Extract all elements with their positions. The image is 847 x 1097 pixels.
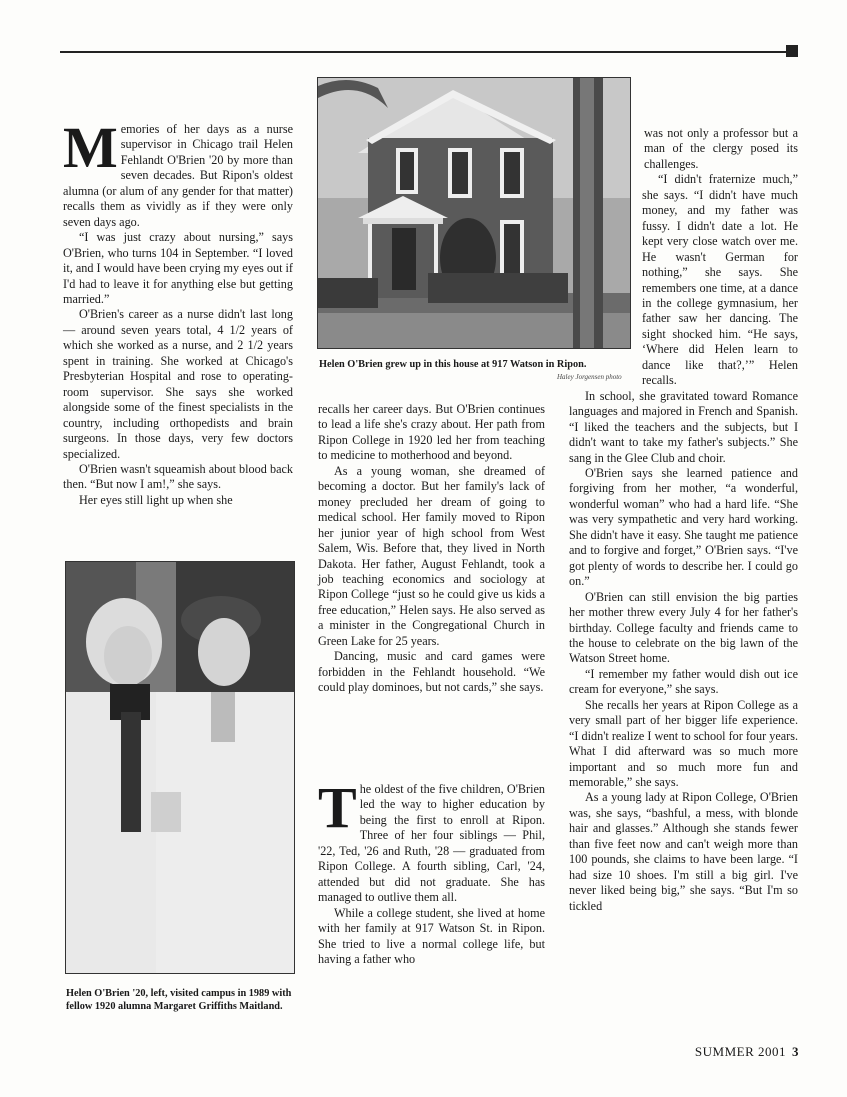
women-photo [65, 561, 295, 974]
drop-cap: T [318, 775, 357, 840]
photo-credit: Haley Jorgensen photo [557, 373, 622, 381]
article-paragraph: Dancing, music and card games were forbidden in the Fehlandt household. “We could play dominoes, but not cards,” she says. [318, 649, 545, 695]
article-column-1 [63, 115, 293, 508]
article-paragraph: recalls her career days. But O'Brien continues to lead a life she's crazy about. Her path from Ripon College in 1920 led her from teaching to medicine to motherhood and beyond. [318, 402, 545, 463]
article-paragraph: “I remember my father would dish out ice cream for everyone,” she says. [569, 666, 798, 697]
drop-cap: M [63, 115, 118, 180]
article-paragraph: As a young lady at Ripon College, O'Brien was, she says, “bashful, a mess, with blonde hair and glasses.” Although she stands fewer than five feet now and can't weigh more than 100 pounds, she claims to have been large. “I had size 10 shoes. I'm still a big girl. I've never liked being big,” she says. “But I'm so tickled [569, 790, 798, 913]
article-paragraph: The oldest of the five children, O'Brien led the way to higher education by being the first to enroll at Ripon. Three of her four siblings — Phil, '22, Ted, '26 and Ruth, '28 — graduated from Ripon College. A fourth sibling, Carl, '24, attended but did not graduate. She has managed to outlive them all. [318, 775, 545, 905]
article-paragraph: O'Brien's career as a nurse didn't last long — around seven years total, 4 1/2 years of which she worked as a nurse, and 2 1/2 years spent in training. She worked at Chicago's Presbyterian Hospital and rose to operating-room supervisor. She says she worked alongside some of the finest specialists in the country, including orthopedists and brain surgeons. In those days, very few doctors specialized. [63, 307, 293, 461]
women-illustration [66, 562, 294, 973]
page-number: 3 [792, 1044, 799, 1059]
article-paragraph: In school, she gravitated toward Romance languages and majored in French and Spanish. “I liked the teachers and the subjects, but I didn't want to take my father's subjects.” She sang in the Glee Club and choir. [569, 388, 798, 465]
house-photo-caption: Helen O'Brien grew up in this house at 917 Watson in Ripon. [319, 359, 587, 370]
article-paragraph: She recalls her years at Ripon College as a very small part of her bigger life experience. “I didn't realize I went to school for four years. What I did afterward was so much more important and so much more fun and memorable,” she says. [569, 697, 798, 790]
article-column-2-section-2 [318, 775, 545, 967]
article-paragraph: O'Brien says she learned patience and forgiving from her mother, “a wonderful, wonderful woman” who had a hard life. “She was very sympathetic and very hard working. She didn't have it easy. She taught me patience and to forgive and forget,” O'Brien says. “I've got plenty of words to describe her. I could go on.” [569, 465, 798, 589]
page-folio [695, 1044, 799, 1060]
article-paragraph: As a young woman, she dreamed of becoming a doctor. But her family's lack of money precluded her dream of going to medical school. Her family moved to Ripon her junior year of high school from West Salem, Wis. Before that, they lived in North Dakota. Her father, August Fehlandt, took a job teaching economics and sociology at Ripon College “just so he could give us kids a free education,” Helen says. He also served as a minister in the Congregational Church in Green Lake for 25 years. [318, 463, 545, 648]
article-paragraph: “I didn't fraternize much,” she says. “I didn't have much money, and my father was fussy. I didn't date a lot. He kept very close watch over me. He wasn't German for nothing,” she says. She remembers one time, at a dance in the college gymnasium, her father saw her dancing. The sight shocked him. “He says, ‘Where did Helen learn to dance like that?,’” Helen recalls. [642, 172, 798, 388]
article-paragraph: “I was just crazy about nursing,” says O'Brien, who turns 104 in September. “I loved it, and I would have been crying my eyes out if I'd had to leave it for anything else but getting married.” [63, 230, 293, 306]
header-rule-marker [786, 45, 798, 57]
article-column-2 [318, 402, 545, 696]
women-photo-caption: Helen O'Brien '20, left, visited campus in 1989 with fellow 1920 alumna Margaret Griffiths Maitland. [66, 988, 292, 1012]
article-paragraph: While a college student, she lived at home with her family at 917 Watson St. in Ripon. She tried to live a normal college life, but having a father who [318, 905, 545, 966]
article-paragraph: O'Brien wasn't squeamish about blood back then. “But now I am!,” she says. [63, 461, 293, 492]
header-rule [60, 51, 788, 53]
issue-date: SUMMER 2001 [694, 1044, 786, 1059]
article-paragraph: O'Brien can still envision the big parties her mother threw every July 4 for her father's birthday. College faculty and friends came to the house to celebrate on the big lawn of the Watson Street home. [569, 589, 798, 666]
article-paragraph: was not only a professor but a man of the clergy posed its challenges. [644, 126, 798, 171]
article-paragraph: Her eyes still light up when she [79, 492, 233, 507]
article-column-3 [569, 126, 798, 914]
article-paragraph: Memories of her days as a nurse supervisor in Chicago trail Helen Fehlandt O'Brien '20 by more than seven decades. But Ripon's oldest alumna (or alum of any gender for that matter) recalls them as vividly as if they were only seven days ago. [63, 115, 293, 229]
